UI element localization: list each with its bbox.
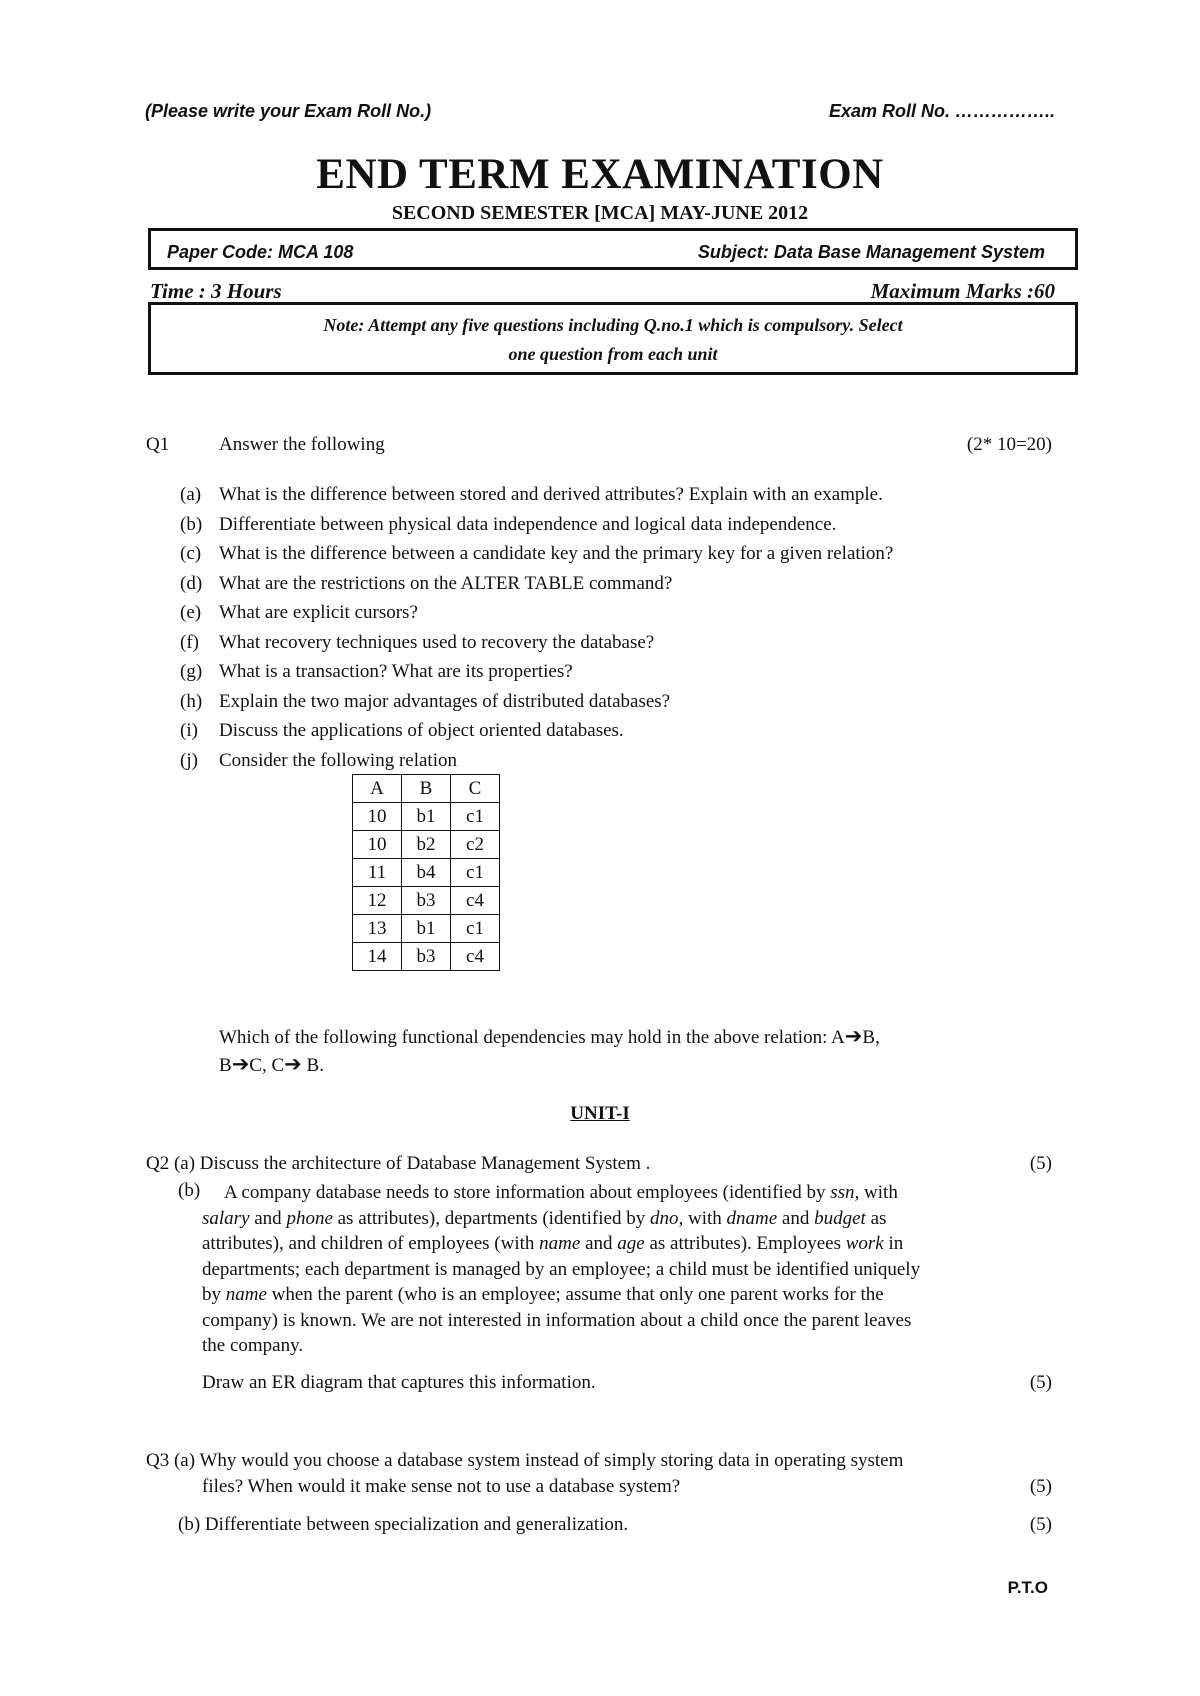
attribute-term: work xyxy=(845,1233,884,1254)
item-label: (e) xyxy=(180,602,202,623)
q3a-marks: (5) xyxy=(1029,1476,1052,1497)
text-run: when the parent (who is an employee; assume that only one parent works for the xyxy=(266,1284,884,1305)
q2b-marks: (5) xyxy=(1029,1372,1052,1393)
list-item xyxy=(180,687,893,717)
q3b-text: (b) Differentiate between specialization and generalization. xyxy=(178,1514,629,1535)
q2b-line xyxy=(202,1206,1062,1232)
fd-text: C, C xyxy=(249,1055,285,1076)
page-turn-over: P.T.O xyxy=(1007,1578,1048,1597)
fd-text: B. xyxy=(301,1055,324,1076)
fd-line-1 xyxy=(219,1023,880,1051)
item-text: Explain the two major advantages of distributed databases? xyxy=(219,690,671,712)
table-cell: b2 xyxy=(402,831,451,859)
paper-subject: Subject: Data Base Management System xyxy=(697,242,1045,262)
paper-code: Paper Code: MCA 108 xyxy=(167,242,354,262)
list-item xyxy=(180,598,893,628)
item-label: (i) xyxy=(180,720,198,741)
item-label: (d) xyxy=(180,572,203,594)
unit-heading: UNIT-I xyxy=(570,1103,630,1124)
right-arrow-icon: ➔ xyxy=(231,1052,250,1076)
right-arrow-icon: ➔ xyxy=(284,1052,302,1076)
relation-table xyxy=(352,774,500,971)
table-cell: c1 xyxy=(451,803,500,831)
text-run: with xyxy=(683,1207,727,1229)
text-run: in xyxy=(883,1233,904,1254)
note-line-1: Note: Attempt any five questions including Q.no.1 which is compulsory. Select xyxy=(323,315,903,335)
maximum-marks: Maximum Marks :60 xyxy=(870,279,1055,303)
attribute-term: dname xyxy=(726,1207,778,1229)
item-label: (c) xyxy=(180,543,202,564)
item-label: (a) xyxy=(180,484,202,505)
q2b-instruction: Draw an ER diagram that captures this information. xyxy=(202,1372,596,1393)
text-run: as attributes). Employees xyxy=(644,1233,846,1254)
attribute-term: dno, xyxy=(649,1207,684,1229)
text-run: and xyxy=(249,1207,287,1229)
list-item xyxy=(180,569,893,599)
table-cell: c1 xyxy=(451,859,500,887)
table-cell: 14 xyxy=(353,943,402,971)
right-arrow-icon: ➔ xyxy=(844,1024,863,1048)
attribute-term: age xyxy=(617,1233,645,1254)
table-cell: 10 xyxy=(353,831,402,859)
table-row xyxy=(353,831,500,859)
text-run: A company database needs to store information about employees (identified by xyxy=(224,1182,831,1203)
text-run: attributes), and children of employees (with xyxy=(202,1233,540,1254)
item-text: Differentiate between physical data independence and logical data independence. xyxy=(219,513,837,535)
attribute-term: budget xyxy=(814,1207,866,1229)
table-cell: b4 xyxy=(402,859,451,887)
exam-subtitle: SECOND SEMESTER [MCA] MAY-JUNE 2012 xyxy=(391,202,809,224)
exam-title: END TERM EXAMINATION xyxy=(316,151,884,198)
table-cell: c1 xyxy=(451,915,500,943)
item-label: (h) xyxy=(180,690,203,712)
table-row xyxy=(353,803,500,831)
q2b-line: departments; each department is managed by an employee; a child must be identified uniquely xyxy=(202,1258,921,1280)
item-text: Consider the following relation xyxy=(219,749,457,771)
column-header: C xyxy=(451,775,500,803)
item-text: What recovery techniques used to recovery the database? xyxy=(219,631,655,653)
item-label: (g) xyxy=(180,661,203,682)
column-header: A xyxy=(353,775,402,803)
item-text: What is the difference between a candidate key and the primary key for a given relation? xyxy=(219,543,894,564)
attribute-term: ssn, xyxy=(830,1182,860,1203)
list-item xyxy=(180,657,893,687)
q3a-line-2: files? When would it make sense not to use a database system? xyxy=(202,1476,681,1497)
table-cell: c2 xyxy=(451,831,500,859)
table-row xyxy=(353,859,500,887)
list-item xyxy=(180,716,893,746)
text-run: as attributes), departments (identified by xyxy=(332,1207,650,1229)
list-item xyxy=(180,510,893,540)
q1-marks: (2* 10=20) xyxy=(966,434,1052,455)
table-cell: 13 xyxy=(353,915,402,943)
list-item xyxy=(180,539,893,569)
item-text: Discuss the applications of object oriented databases. xyxy=(219,720,624,741)
q2b-label: (b) xyxy=(178,1180,201,1201)
table-row xyxy=(353,887,500,915)
fd-line-2 xyxy=(219,1051,880,1079)
table-cell: c4 xyxy=(451,943,500,971)
q2b-line xyxy=(202,1180,1062,1206)
note-line-2: one question from each unit xyxy=(508,344,718,364)
item-label: (f) xyxy=(180,631,199,653)
text-run: as xyxy=(865,1207,887,1229)
q1-prompt: Answer the following xyxy=(219,434,385,455)
table-cell: b1 xyxy=(402,915,451,943)
instruction-note xyxy=(148,302,1078,375)
item-label: (b) xyxy=(180,513,203,535)
attribute-term: salary xyxy=(202,1207,250,1229)
table-cell: 12 xyxy=(353,887,402,915)
fd-question xyxy=(219,1023,880,1079)
table-cell: 11 xyxy=(353,859,402,887)
table-row xyxy=(353,915,500,943)
exam-time: Time : 3 Hours xyxy=(150,279,282,303)
item-text: What are the restrictions on the ALTER TABLE command? xyxy=(219,572,673,594)
attribute-term: name xyxy=(539,1233,581,1254)
q3b-marks: (5) xyxy=(1029,1514,1052,1535)
table-cell: b3 xyxy=(402,943,451,971)
table-cell: 10 xyxy=(353,803,402,831)
table-cell: b1 xyxy=(402,803,451,831)
q2b-body xyxy=(202,1180,1062,1359)
fd-text: B, xyxy=(862,1027,880,1048)
roll-number-field: Exam Roll No. …………….. xyxy=(828,101,1055,121)
fd-prefix: Which of the following functional dependencies may hold in the above relation: A xyxy=(219,1027,845,1048)
item-text: What is a transaction? What are its properties? xyxy=(219,661,573,682)
list-item xyxy=(180,746,893,776)
list-item xyxy=(180,628,893,658)
table-cell: c4 xyxy=(451,887,500,915)
q2a-marks: (5) xyxy=(1029,1153,1052,1174)
list-item xyxy=(180,480,893,510)
q1-number: Q1 xyxy=(146,434,170,455)
q2b-line: company) is known. We are not interested in information about a child once the parent leaves xyxy=(202,1309,912,1331)
q2b-line xyxy=(202,1231,1062,1257)
table-cell: b3 xyxy=(402,887,451,915)
item-text: What is the difference between stored and derived attributes? Explain with an example. xyxy=(219,484,883,505)
roll-prompt: (Please write your Exam Roll No.) xyxy=(145,101,432,121)
q2b-line xyxy=(202,1282,1062,1308)
table-row xyxy=(353,943,500,971)
attribute-term: phone xyxy=(286,1207,333,1229)
item-label: (j) xyxy=(180,749,198,771)
q2a-text: Q2 (a) Discuss the architecture of Database Management System . xyxy=(146,1153,651,1174)
text-run: with xyxy=(859,1182,898,1203)
text-run: and xyxy=(580,1233,618,1254)
paper-info-box xyxy=(148,228,1078,270)
text-run: by xyxy=(202,1284,226,1305)
text-run: and xyxy=(777,1207,815,1229)
attribute-term: name xyxy=(225,1284,267,1305)
column-header: B xyxy=(402,775,451,803)
q3a-line-1: Q3 (a) Why would you choose a database system instead of simply storing data in operating system xyxy=(146,1450,904,1471)
q1-item-list xyxy=(180,480,893,775)
q2b-line: the company. xyxy=(202,1335,304,1356)
fd-text: B xyxy=(219,1055,232,1076)
table-header-row xyxy=(353,775,500,803)
item-text: What are explicit cursors? xyxy=(219,602,418,623)
